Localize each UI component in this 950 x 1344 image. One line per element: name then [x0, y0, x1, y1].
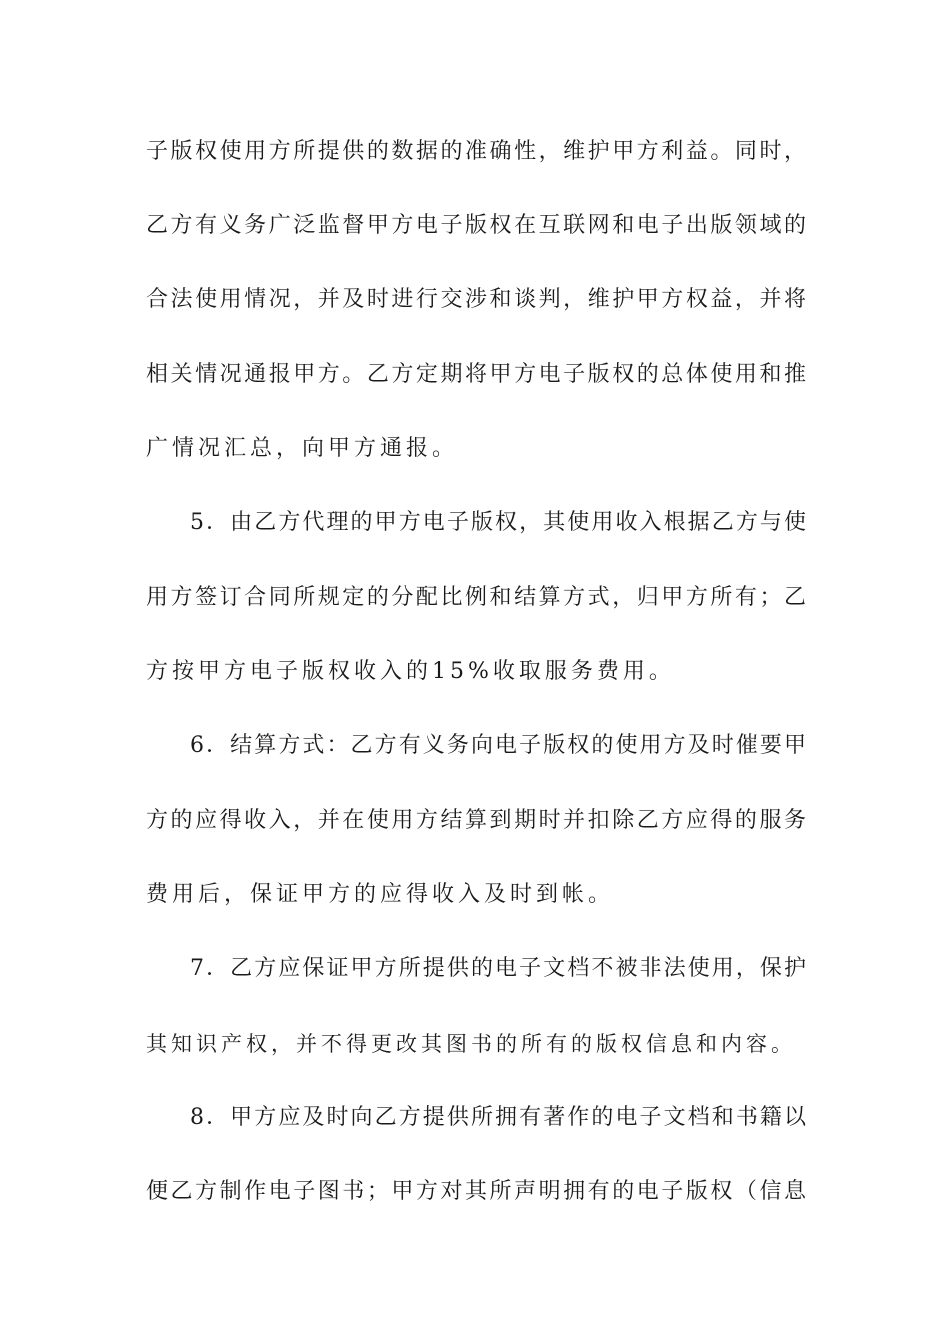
paragraph-start-line: 8．甲方应及时向乙方提供所拥有著作的电子文档和书籍以	[190, 1105, 806, 1130]
text-line: 相关情况通报甲方。乙方定期将甲方电子版权的总体使用和推	[146, 362, 806, 387]
text-line: 广情况汇总，向甲方通报。	[146, 436, 459, 461]
text-line: 子版权使用方所提供的数据的准确性，维护甲方利益。同时，	[146, 139, 806, 164]
text-line: 合法使用情况，并及时进行交涉和谈判，维护甲方权益，并将	[146, 287, 806, 312]
paragraph-start-line: 6．结算方式：乙方有义务向电子版权的使用方及时催要甲	[190, 733, 806, 758]
text-line: 费用后，保证甲方的应得收入及时到帐。	[146, 882, 615, 907]
text-line: 乙方有义务广泛监督甲方电子版权在互联网和电子出版领域的	[146, 213, 806, 238]
text-line: 其知识产权，并不得更改其图书的所有的版权信息和内容。	[146, 1032, 796, 1056]
text-line: 便乙方制作电子图书；甲方对其所声明拥有的电子版权（信息	[146, 1179, 806, 1204]
paragraph-start-line: 5．由乙方代理的甲方电子版权，其使用收入根据乙方与使	[190, 510, 806, 535]
text-line: 方的应得收入，并在使用方结算到期时并扣除乙方应得的服务	[146, 808, 806, 833]
paragraph-start-line: 7．乙方应保证甲方所提供的电子文档不被非法使用，保护	[190, 956, 806, 981]
text-line: 用方签订合同所规定的分配比例和结算方式，归甲方所有；乙	[146, 585, 806, 610]
text-line: 方按甲方电子版权收入的15%收取服务费用。	[146, 659, 675, 684]
